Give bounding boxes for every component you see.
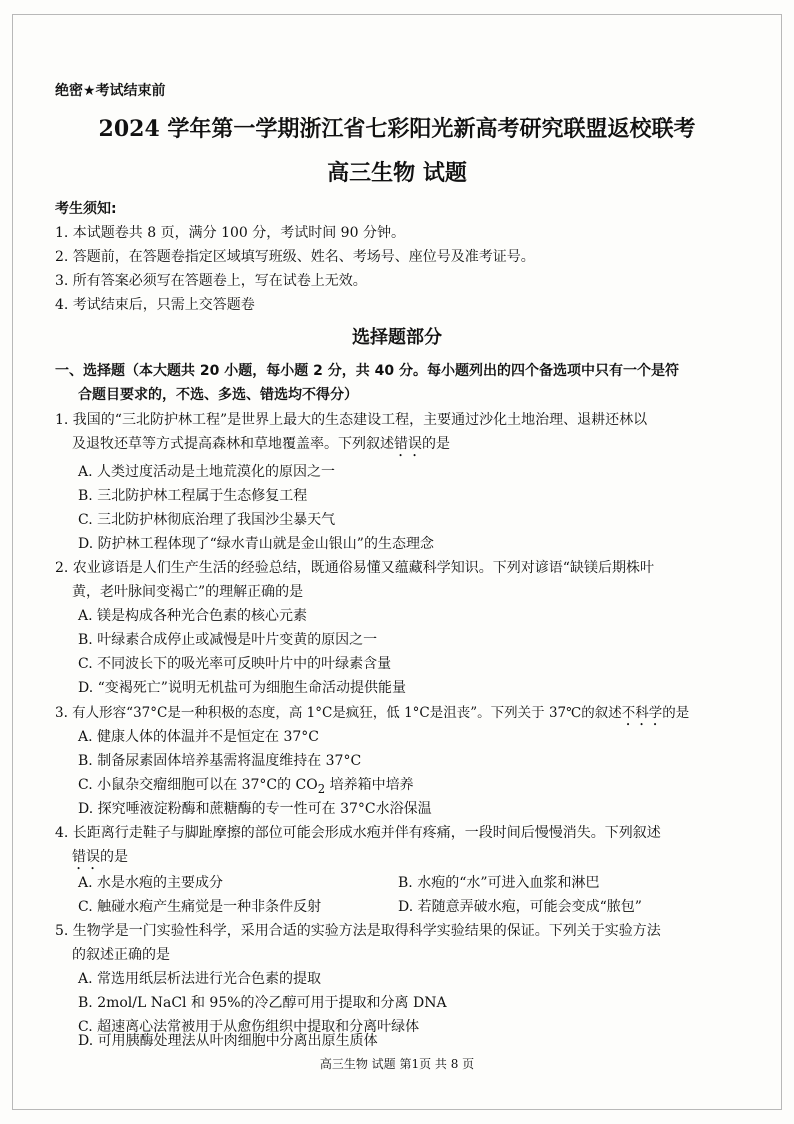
q2-option-a: A. 镁是构成各种光合色素的核心元素 (78, 608, 308, 624)
q4-option-d: D. 若随意弄破水疱，可能会变成“脓包” (398, 899, 642, 915)
q3-option-c-text: C. 小鼠杂交瘤细胞可以在 37°C的 CO (78, 777, 318, 793)
q5-option-d: D. 可用胰酶处理法从叶肉细胞中分离出原生质体 (78, 1033, 378, 1049)
q5-option-c: C. 超速离心法常被用于从愈伤组织中提取和分离叶绿体 (78, 1019, 420, 1035)
q3-option-d: D. 探究唾液淀粉酶和蔗糖酶的专一性可在 37°C水浴保温 (78, 801, 432, 817)
q4-stem-line2 (72, 846, 128, 873)
q3-option-c (78, 774, 414, 796)
q3-option-a: A. 健康人体的体温并不是恒定在 37°C (78, 729, 319, 745)
notice-item: 2. 答题前，在答题卷指定区域填写班级、姓名、考场号、座位号及准考证号。 (55, 249, 535, 265)
q4-stem-line1: 4. 长距离行走鞋子与脚趾摩擦的部位可能会形成水疱并伴有疼痛，一段时间后慢慢消失。下列叙述 (55, 825, 661, 841)
q3-option-c-subscript: 2 (317, 781, 326, 796)
q1-option-b: B. 三北防护林工程属于生态修复工程 (78, 488, 308, 504)
q5-stem-line2: 的叙述正确的是 (72, 947, 170, 963)
q1-stem-end: 的是 (422, 436, 450, 452)
page-footer: 高三生物 试题 第1页 共 8 页 (319, 1057, 475, 1071)
q4-option-b: B. 水疱的“水”可进入血浆和淋巴 (398, 875, 600, 891)
q1-stem-line2 (72, 433, 450, 460)
q3-stem (55, 701, 689, 729)
confidential-label: 绝密★考试结束前 (55, 83, 166, 99)
q3-option-b: B. 制备尿素固体培养基需将温度维持在 37°C (78, 753, 362, 769)
q5-option-a: A. 常选用纸层析法进行光合色素的提取 (78, 971, 322, 987)
q1-stem-line1: 1. 我国的“三北防护林工程”是世界上最大的生态建设工程，主要通过沙化土地治理、退耕还林以 (55, 412, 648, 428)
q1-stem-text: 及退牧还草等方式提高森林和草地覆盖率。下列叙述 (72, 436, 394, 452)
q5-option-b: B. 2mol/L NaCl 和 95%的冷乙醇可用于提取和分离 DNA (78, 995, 447, 1011)
part-heading-line2: 合题目要求的，不选、多选、错选均不得分） (78, 387, 358, 403)
notice-item: 1. 本试题卷共 8 页，满分 100 分，考试时间 90 分钟。 (55, 225, 405, 241)
q2-option-c: C. 不同波长下的吸光率可反映叶片中的叶绿素含量 (78, 656, 392, 672)
q4-option-a: A. 水是水疱的主要成分 (78, 875, 224, 891)
q4-option-c: C. 触碰水疱产生痛觉是一种非条件反射 (78, 899, 322, 915)
part-heading-line1: 一、选择题（本大题共 20 小题，每小题 2 分，共 40 分。每小题列出的四个备选项中只有一个是符 (55, 363, 679, 379)
q3-option-c-end: 培养箱中培养 (325, 777, 414, 793)
q1-option-c: C. 三北防护林彻底治理了我国沙尘暴天气 (78, 512, 336, 528)
section-heading: 选择题部分 (352, 327, 442, 348)
q2-option-b: B. 叶绿素合成停止或减慢是叶片变黄的原因之一 (78, 632, 378, 648)
q3-stem-text: 3. 有人形容“37°C是一种积极的态度，高 1°C是疯狂，低 1°C是沮丧”。下列关于 37℃的叙述 (55, 705, 622, 721)
q3-stem-end: 的是 (662, 705, 690, 721)
notice-item: 3. 所有答案必须写在答题卷上，写在试卷上无效。 (55, 273, 367, 289)
notice-heading: 考生须知: (55, 201, 117, 217)
notice-item: 4. 考试结束后，只需上交答题卷 (55, 297, 255, 313)
subject-title: 高三生物 试题 (327, 160, 467, 186)
q2-option-d: D. “变褐死亡”说明无机盐可为细胞生命活动提供能量 (78, 680, 406, 696)
q5-stem-line1: 5. 生物学是一门实验性科学，采用合适的实验方法是取得科学实验结果的保证。下列关于实验方法 (55, 923, 661, 939)
q3-emphasis: 不科学 (621, 705, 663, 721)
q1-option-a: A. 人类过度活动是土地荒漠化的原因之一 (78, 464, 336, 480)
q2-stem-line2: 黄，老叶脉间变褐亡”的理解正确的是 (72, 584, 304, 600)
q1-emphasis: 错误 (394, 436, 422, 452)
q4-emphasis: 错误 (72, 849, 100, 865)
q4-stem-end: 的是 (100, 849, 128, 865)
exam-title: 2024 学年第一学期浙江省七彩阳光新高考研究联盟返校联考 (98, 116, 696, 142)
q1-option-d: D. 防护林工程体现了“绿水青山就是金山银山”的生态理念 (78, 536, 434, 552)
q2-stem-line1: 2. 农业谚语是人们生产生活的经验总结，既通俗易懂又蕴藏科学知识。下列对谚语“缺镁后期株叶 (55, 560, 654, 576)
